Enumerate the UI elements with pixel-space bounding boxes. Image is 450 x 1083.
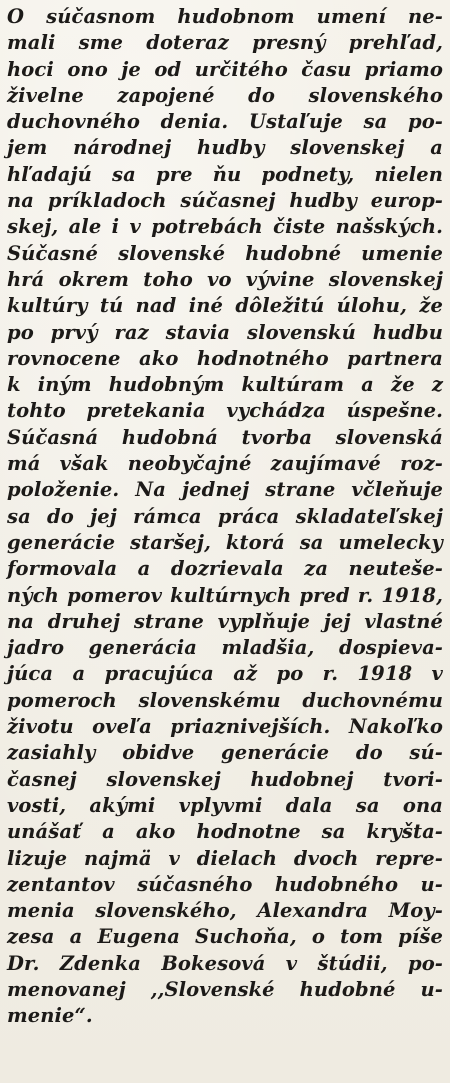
text-line: má však neobyčajné zaujímavé roz- bbox=[7, 452, 443, 476]
text-line: tohto pretekania vychádza úspešne. bbox=[7, 399, 443, 423]
text-line: hľadajú sa pre ňu podnety, nielen bbox=[7, 162, 443, 186]
text-line: zentantov súčasného hudobného u- bbox=[7, 872, 443, 896]
text-line: Súčasná hudobná tvorba slovenská bbox=[7, 425, 443, 449]
text-line: menovanej ,,Slovenské hudobné u- bbox=[7, 977, 443, 1001]
text-line: vosti, akými vplyvmi dala sa ona bbox=[7, 793, 443, 817]
text-line: živelne zapojené do slovenského bbox=[7, 83, 443, 107]
text-line: unášať a ako hodnotne sa kryšta- bbox=[7, 820, 443, 844]
text-line: júca a pracujúca až po r. 1918 v bbox=[7, 662, 443, 686]
text-line: menie“. bbox=[7, 1004, 93, 1028]
text-line: jadro generácia mladšia, dospieva- bbox=[7, 636, 443, 660]
text-line: zasiahly obidve generácie do sú- bbox=[7, 741, 443, 765]
text-line: na príkladoch súčasnej hudby europ- bbox=[7, 189, 443, 213]
text-line: hoci ono je od určitého času priamo bbox=[7, 57, 443, 81]
text-line: generácie staršej, ktorá sa umelecky bbox=[7, 530, 443, 554]
text-line: po prvý raz stavia slovenskú hudbu bbox=[7, 320, 443, 344]
text-line: menia slovenského, Alexandra Moy- bbox=[7, 899, 443, 923]
text-line: kultúry tú nad iné dôležitú úlohu, že bbox=[7, 294, 443, 318]
text-line: pomeroch slovenskému duchovnému bbox=[7, 688, 443, 712]
text-line: duchovného denia. Ustaľuje sa po- bbox=[7, 110, 443, 134]
text-line: Dr. Zdenka Bokesová v štúdii, po- bbox=[7, 951, 443, 975]
text-line: jem národnej hudby slovenskej a bbox=[7, 136, 443, 160]
text-line: skej, ale i v potrebách čiste našských. bbox=[7, 215, 443, 239]
text-line: rovnocene ako hodnotného partnera bbox=[7, 346, 443, 370]
text-line: Súčasné slovenské hudobné umenie bbox=[7, 241, 443, 265]
text-line: hrá okrem toho vo vývine slovenskej bbox=[7, 267, 443, 291]
text-line: zesa a Eugena Suchoňa, o tom píše bbox=[7, 925, 443, 949]
text-line: mali sme doteraz presný prehľad, bbox=[7, 31, 443, 55]
text-line: sa do jej rámca práca skladateľskej bbox=[7, 504, 443, 528]
paragraph bbox=[7, 4, 443, 1030]
text-line: k iným hudobným kultúram a že z bbox=[7, 373, 443, 397]
text-line: časnej slovenskej hudobnej tvori- bbox=[7, 767, 443, 791]
text-line: lizuje najmä v dielach dvoch repre- bbox=[7, 846, 443, 870]
text-line: životu oveľa priaznivejších. Nakoľko bbox=[7, 715, 443, 739]
text-line: formovala a dozrievala za neuteše- bbox=[7, 557, 443, 581]
text-line: O súčasnom hudobnom umení ne- bbox=[7, 5, 443, 28]
text-line: na druhej strane vyplňuje jej vlastné bbox=[7, 609, 443, 633]
text-line: položenie. Na jednej strane včleňuje bbox=[7, 478, 443, 502]
text-line: ných pomerov kultúrnych pred r. 1918, bbox=[7, 583, 443, 607]
